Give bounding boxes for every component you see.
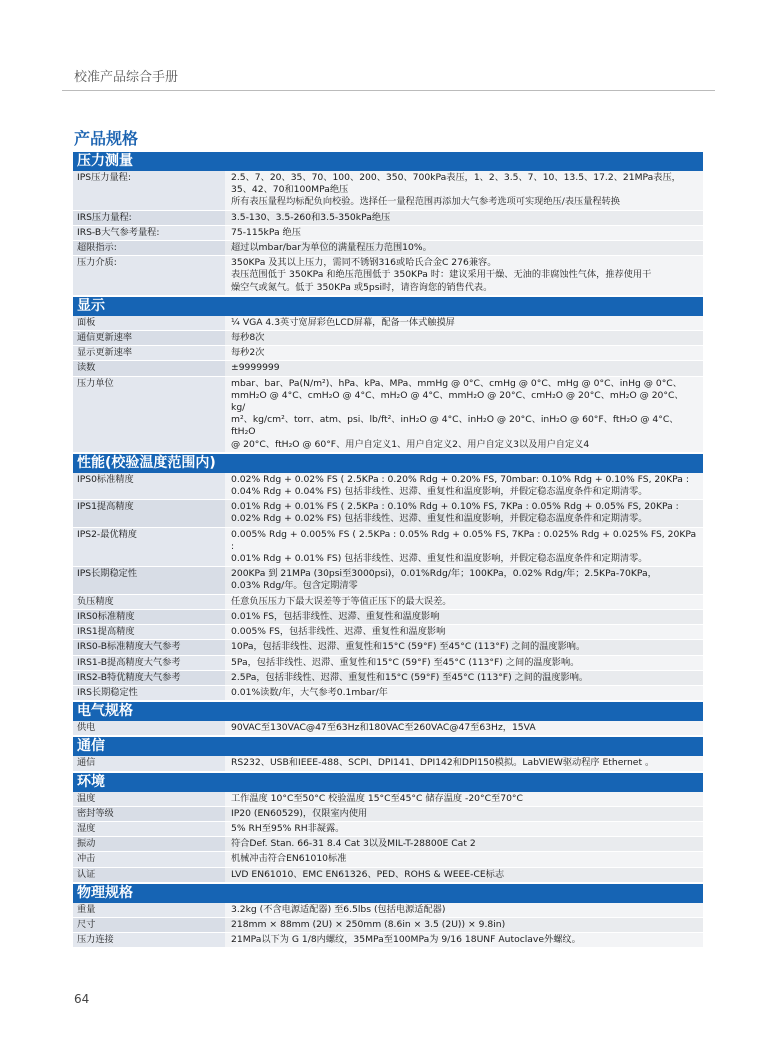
section-header: 环境: [73, 773, 703, 792]
spec-value: [225, 241, 703, 256]
spec-value-line: IP20 (EN60529)，仅限室内使用: [231, 807, 368, 819]
spec-value: [225, 903, 703, 918]
spec-row: [73, 241, 703, 256]
spec-row: [73, 837, 703, 852]
spec-row: [73, 822, 703, 837]
spec-row: [73, 211, 703, 226]
spec-label: 压力连接: [73, 933, 225, 948]
spec-value: [225, 671, 703, 686]
spec-label: 湿度: [73, 822, 225, 837]
spec-row: [73, 316, 703, 331]
spec-label: IRS压力量程:: [73, 211, 225, 226]
spec-value: [225, 686, 703, 701]
spec-value: [225, 331, 703, 346]
spec-label: 认证: [73, 868, 225, 883]
spec-value-line: 200KPa 到 21MPa (30psi至3000psi)，0.01%Rdg/年；100KPa，0.02% Rdg/年；2.5KPa-70KPa，: [231, 568, 657, 580]
spec-value-line: 燥空气或氮气。低于 350KPa 或5psi时，请咨询您的销售代表。: [231, 281, 493, 293]
spec-row: [73, 595, 703, 610]
spec-row: [73, 656, 703, 671]
spec-row: [73, 346, 703, 361]
spec-label: 读数: [73, 361, 225, 376]
spec-row: [73, 610, 703, 625]
spec-value-line: 任意负压压力下最大误差等于等值正压下的最大误差。: [231, 595, 452, 607]
spec-row: [73, 331, 703, 346]
spec-label: IRS-B大气参考量程:: [73, 226, 225, 241]
spec-label: 供电: [73, 721, 225, 736]
section-header: 物理规格: [73, 884, 703, 903]
spec-row: [73, 171, 703, 211]
spec-value-line: mbar、bar、Pa(N/m²)、hPa、kPa、MPa、mmHg @ 0°C、cmHg @ 0°C、mHg @ 0°C、inHg @ 0°C、: [231, 377, 682, 389]
spec-row: [73, 903, 703, 918]
spec-value: [225, 625, 703, 640]
spec-value-line: 每秒8次: [231, 332, 265, 344]
spec-row: [73, 852, 703, 867]
spec-row: [73, 807, 703, 822]
spec-value: [225, 211, 703, 226]
spec-value-line: 所有表压量程均标配负向校验。选择任一量程范围再添加大气参考选项可实现绝压/表压量程转换: [231, 196, 620, 208]
spec-label: 面板: [73, 316, 225, 331]
spec-value-line: 75-115kPa 绝压: [231, 226, 301, 238]
spec-row: [73, 933, 703, 948]
spec-value: [225, 792, 703, 807]
spec-label: 压力单位: [73, 377, 225, 453]
spec-row: [73, 686, 703, 701]
spec-value-line: 每秒2次: [231, 347, 265, 359]
spec-row: [73, 256, 703, 296]
spec-value: [225, 256, 703, 296]
spec-value: [225, 656, 703, 671]
spec-table: [73, 151, 703, 948]
spec-value-line: 机械冲击符合EN61010标准: [231, 853, 347, 865]
spec-value-line: 符合Def. Stan. 66-31 8.4 Cat 3以及MIL-T-28800E Cat 2: [231, 838, 476, 850]
spec-value: [225, 595, 703, 610]
spec-label: IRS1提高精度: [73, 625, 225, 640]
spec-row: [73, 500, 703, 527]
spec-value-line: LVD EN61010、EMC EN61326、PED、ROHS & WEEE-CE标志: [231, 868, 505, 880]
spec-value-line: 工作温度 10°C至50°C 校验温度 15°C至45°C 储存温度 -20°C至70°C: [231, 792, 523, 804]
spec-value-line: 0.01% FS，包括非线性、迟滞、重复性和温度影响: [231, 610, 440, 622]
page-title: 产品规格: [74, 129, 139, 148]
spec-row: [73, 640, 703, 655]
spec-value: [225, 918, 703, 933]
spec-value-line: 0.04% Rdg + 0.04% FS) 包括非线性、迟滞、重复性和温度影响，并假定稳态温度条件和定期清零。: [231, 486, 648, 498]
spec-label: IPS压力量程:: [73, 171, 225, 211]
spec-value: [225, 868, 703, 883]
spec-label: 通信更新速率: [73, 331, 225, 346]
spec-label: IPS2-最优精度: [73, 528, 225, 568]
spec-label: IRS1-B提高精度大气参考: [73, 656, 225, 671]
spec-label: 密封等级: [73, 807, 225, 822]
spec-value-line: 21MPa以下为 G 1/8内螺纹，35MPa至100MPa为 9/16 18UNF Autoclave外螺纹。: [231, 934, 581, 946]
spec-row: [73, 625, 703, 640]
spec-row: [73, 226, 703, 241]
spec-label: 尺寸: [73, 918, 225, 933]
spec-value-line: 10Pa，包括非线性、迟滞、重复性和15°C (59°F) 至45°C (113°F) 之间的温度影响。: [231, 641, 586, 653]
section-header: 通信: [73, 737, 703, 756]
spec-value-line: 超过以mbar/bar为单位的满量程压力范围10%。: [231, 242, 432, 254]
spec-value-line: 3.5-130、3.5-260和3.5-350kPa绝压: [231, 211, 391, 223]
spec-label: IRS长期稳定性: [73, 686, 225, 701]
spec-label: 冲击: [73, 852, 225, 867]
section-header: 性能(校验温度范围内): [73, 454, 703, 473]
section-header: 显示: [73, 297, 703, 316]
spec-value-line: ¼ VGA 4.3英寸宽屏彩色LCD屏幕，配备一体式触摸屏: [231, 316, 455, 328]
spec-value: [225, 528, 703, 568]
spec-value: [225, 852, 703, 867]
spec-label: IPS长期稳定性: [73, 567, 225, 594]
spec-label: 振动: [73, 837, 225, 852]
header-divider: [62, 90, 715, 91]
spec-value: [225, 567, 703, 594]
spec-value: [225, 226, 703, 241]
spec-value-line: 218mm × 88mm (2U) × 250mm (8.6in × 3.5 (2U)) × 9.8in): [231, 918, 506, 930]
spec-value-line: 0.005% Rdg + 0.005% FS ( 2.5KPa : 0.05% Rdg + 0.05% FS, 7KPa : 0.025% Rdg + 0.025% FS, 20KPa :: [231, 528, 697, 552]
spec-value: [225, 500, 703, 527]
spec-value: [225, 361, 703, 376]
spec-row: [73, 756, 703, 771]
spec-value-line: 5% RH至95% RH非凝露。: [231, 822, 345, 834]
spec-value: [225, 822, 703, 837]
spec-row: [73, 721, 703, 736]
spec-value: [225, 807, 703, 822]
spec-row: [73, 868, 703, 883]
spec-label: IRS0标准精度: [73, 610, 225, 625]
spec-value: [225, 721, 703, 736]
spec-label: IPS0标准精度: [73, 473, 225, 500]
spec-label: 通信: [73, 756, 225, 771]
page-number: 64: [74, 992, 90, 1006]
spec-value-line: 0.01% Rdg + 0.01% FS) 包括非线性、迟滞、重复性和温度影响，并假定稳态温度条件和定期清零。: [231, 553, 648, 565]
spec-row: [73, 567, 703, 594]
spec-value-line: @ 20°C、ftH₂O @ 60°F、用户自定义1、用户自定义2、用户自定义3以及用户自定义4: [231, 438, 590, 450]
spec-label: 重量: [73, 903, 225, 918]
spec-value-line: 0.03% Rdg/年。包含定期清零: [231, 580, 358, 592]
spec-value: [225, 933, 703, 948]
spec-label: IPS1提高精度: [73, 500, 225, 527]
spec-label: 超限指示:: [73, 241, 225, 256]
spec-value-line: 3.2kg (不含电源适配器) 至6.5lbs (包括电源适配器): [231, 903, 446, 915]
spec-label: 温度: [73, 792, 225, 807]
spec-label: 负压精度: [73, 595, 225, 610]
spec-row: [73, 528, 703, 568]
spec-value-line: 350KPa 及其以上压力，需同不锈钢316或哈氏合金C 276兼容。: [231, 257, 497, 269]
spec-value-line: ±9999999: [231, 362, 280, 374]
spec-label: IRS2-B特优精度大气参考: [73, 671, 225, 686]
spec-row: [73, 918, 703, 933]
spec-value-line: 表压范围低于 350KPa 和绝压范围低于 350KPa 时：建议采用干燥、无油的非腐蚀性气体，推荐使用干: [231, 269, 652, 281]
spec-label: 压力介质:: [73, 256, 225, 296]
spec-value: [225, 610, 703, 625]
manual-title: 校准产品综合手册: [74, 70, 179, 85]
spec-value-line: 35、42、70和100MPa绝压: [231, 184, 349, 196]
spec-value-line: 5Pa，包括非线性、迟滞、重复性和15°C (59°F) 至45°C (113°F) 之间的温度影响。: [231, 656, 580, 668]
spec-label: 显示更新速率: [73, 346, 225, 361]
spec-value: [225, 316, 703, 331]
section-header: 压力测量: [73, 152, 703, 171]
spec-row: [73, 671, 703, 686]
spec-value-line: RS232、USB和IEEE-488、SCPI、DPI141、DPI142和DPI150模拟。LabVIEW驱动程序 Ethernet 。: [231, 757, 655, 769]
spec-value-line: 2.5Pa，包括非线性、迟滞、重复性和15°C (59°F) 至45°C (113°F) 之间的温度影响。: [231, 671, 589, 683]
spec-row: [73, 473, 703, 500]
spec-value: [225, 640, 703, 655]
spec-row: [73, 361, 703, 376]
spec-row: [73, 792, 703, 807]
spec-value: [225, 377, 703, 453]
spec-value-line: 0.01% Rdg + 0.01% FS ( 2.5KPa : 0.10% Rdg + 0.10% FS, 7KPa : 0.05% Rdg + 0.05% FS, 20KPa :: [231, 501, 679, 513]
spec-value-line: 0.01%读数/年，大气参考0.1mbar/年: [231, 686, 388, 698]
spec-value: [225, 756, 703, 771]
spec-value-line: 2.5、7、20、35、70、100、200、350、700kPa表压，1、2、3.5、7、10、13.5、17.2、21MPa表压，: [231, 172, 681, 183]
spec-value-line: 90VAC至130VAC@47至63Hz和180VAC至260VAC@47至63Hz，15VA: [231, 722, 536, 734]
spec-value-line: mmH₂O @ 4°C、cmH₂O @ 4°C、mH₂O @ 4°C、mmH₂O @ 20°C、cmH₂O @ 20°C、mH₂O @ 20°C、kg/: [231, 389, 684, 414]
section-header: 电气规格: [73, 702, 703, 721]
spec-value: [225, 837, 703, 852]
spec-value-line: 0.005% FS，包括非线性、迟滞、重复性和温度影响: [231, 626, 446, 638]
spec-value: [225, 346, 703, 361]
spec-value: [225, 171, 703, 211]
spec-value-line: 0.02% Rdg + 0.02% FS) 包括非线性、迟滞、重复性和温度影响，并假定稳态温度条件和定期清零。: [231, 513, 648, 525]
spec-row: [73, 377, 703, 453]
spec-value-line: 0.02% Rdg + 0.02% FS ( 2.5KPa : 0.20% Rdg + 0.20% FS, 70mbar: 0.10% Rdg + 0.10% FS, 20KPa :: [231, 473, 689, 485]
spec-label: IRS0-B标准精度大气参考: [73, 640, 225, 655]
spec-value: [225, 473, 703, 500]
spec-value-line: m²、kg/cm²、torr、atm、psi、lb/ft²、inH₂O @ 4°C、inH₂O @ 20°C、inH₂O @ 60°F、ftH₂O @ 4°C、ftH₂O: [231, 414, 679, 438]
